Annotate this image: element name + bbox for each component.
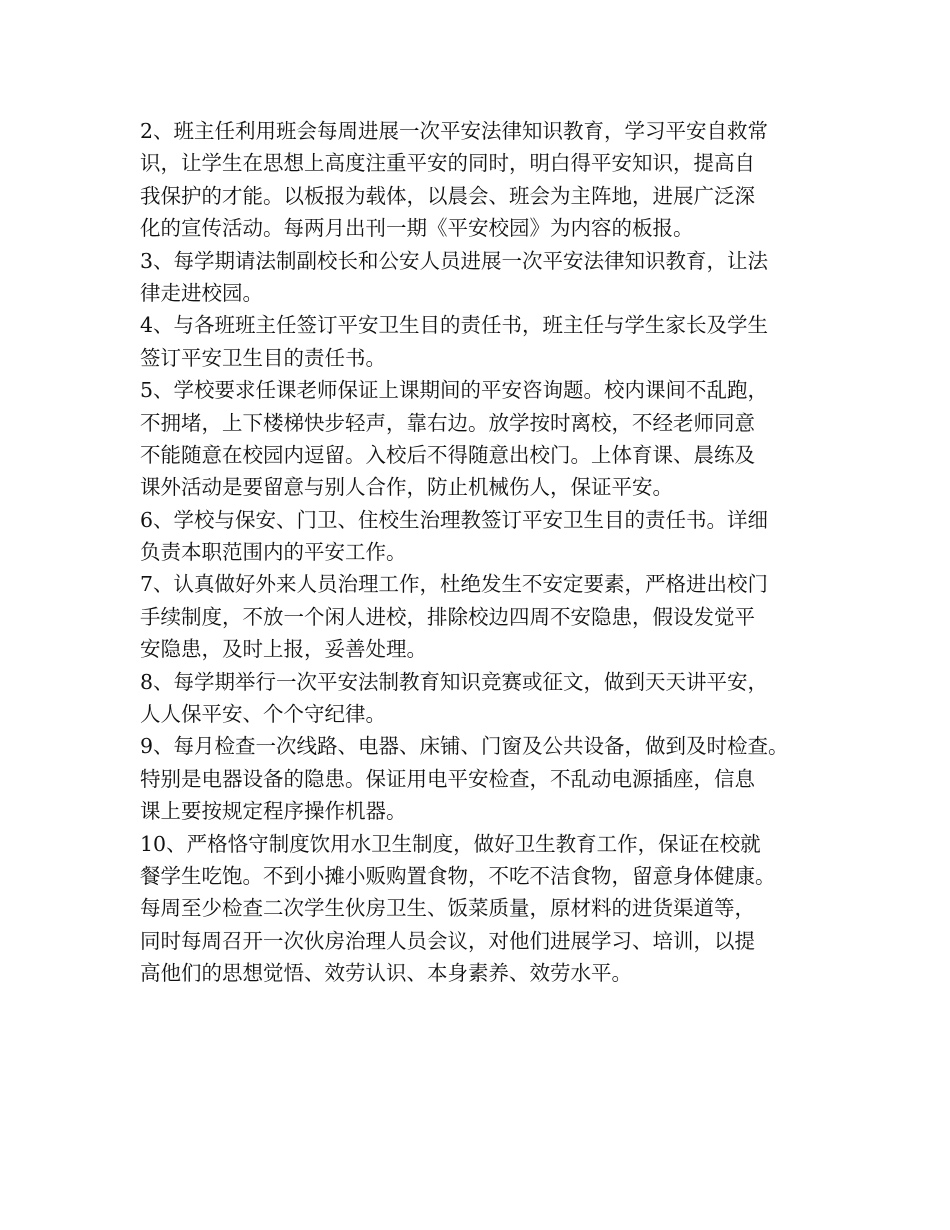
text-line: 人人保平安、个个守纪律。 (140, 702, 386, 727)
paragraph-item-2 (140, 115, 830, 245)
text-line: 律走进校园。 (140, 280, 263, 305)
paragraph-item-3 (140, 245, 830, 310)
text-line: 10、严格恪守制度饮用水卫生制度，做好卫生教育工作，保证在校就 (140, 831, 761, 856)
text-line: 我保护的才能。以板报为载体，以晨会、班会为主阵地，进展广泛深 (140, 183, 755, 208)
text-line: 签订平安卫生目的责任书。 (140, 345, 386, 370)
text-line: 3、每学期请法制副校长和公安人员进展一次平安法律知识教育，让法 (140, 248, 769, 273)
document-body (140, 115, 830, 990)
text-line: 课外活动是要留意与别人合作，防止机械伤人，保证平安。 (140, 475, 673, 500)
text-line: 不能随意在校园内逗留。入校后不得随意出校门。上体育课、晨练及 (140, 442, 755, 467)
text-line: 负责本职范围内的平安工作。 (140, 540, 407, 565)
paragraph-item-9 (140, 730, 830, 827)
text-line: 4、与各班班主任签订平安卫生目的责任书，班主任与学生家长及学生 (140, 313, 769, 338)
text-line: 识，让学生在思想上高度注重平安的同时，明白得平安知识，提高自 (140, 151, 755, 176)
text-line: 课上要按规定程序操作机器。 (140, 799, 407, 824)
text-line: 同时每周召开一次伙房治理人员会议，对他们进展学习、培训，以提 (140, 928, 755, 953)
text-line: 化的宣传活动。每两月出刊一期《平安校园》为内容的板报。 (140, 216, 694, 241)
text-line: 9、每月检查一次线路、电器、床铺、门窗及公共设备，做到及时检查。 (140, 734, 789, 759)
text-line: 每周至少检查二次学生伙房卫生、饭菜质量，原材料的进货渠道等， (140, 896, 755, 921)
text-line: 2、班主任利用班会每周进展一次平安法律知识教育，学习平安自救常 (140, 119, 769, 143)
text-line: 7、认真做好外来人员治理工作，杜绝发生不安定要素，严格进出校门 (140, 572, 769, 597)
text-line: 不拥堵，上下楼梯快步轻声，靠右边。放学按时离校，不经老师同意 (140, 410, 755, 435)
paragraph-item-5 (140, 374, 830, 504)
text-line: 安隐患，及时上报，妥善处理。 (140, 637, 427, 662)
text-line: 6、学校与保安、门卫、住校生治理教签订平安卫生目的责任书。详细 (140, 507, 769, 532)
paragraph-item-6 (140, 504, 830, 569)
paragraph-item-8 (140, 666, 830, 731)
paragraph-item-10 (140, 828, 830, 990)
paragraph-item-7 (140, 568, 830, 665)
text-line: 特别是电器设备的隐患。保证用电平安检查，不乱动电源插座，信息 (140, 766, 755, 791)
text-line: 5、学校要求任课老师保证上课期间的平安咨询题。校内课间不乱跑， (140, 378, 769, 403)
text-line: 8、每学期举行一次平安法制教育知识竞赛或征文，做到天天讲平安， (140, 669, 769, 694)
paragraph-item-4 (140, 309, 830, 374)
text-line: 高他们的思想觉悟、效劳认识、本身素养、效劳水平。 (140, 961, 632, 986)
text-line: 手续制度，不放一个闲人进校，排除校边四周不安隐患，假设发觉平 (140, 604, 755, 629)
text-line: 餐学生吃饱。不到小摊小贩购置食物，不吃不洁食物，留意身体健康。 (140, 863, 776, 888)
